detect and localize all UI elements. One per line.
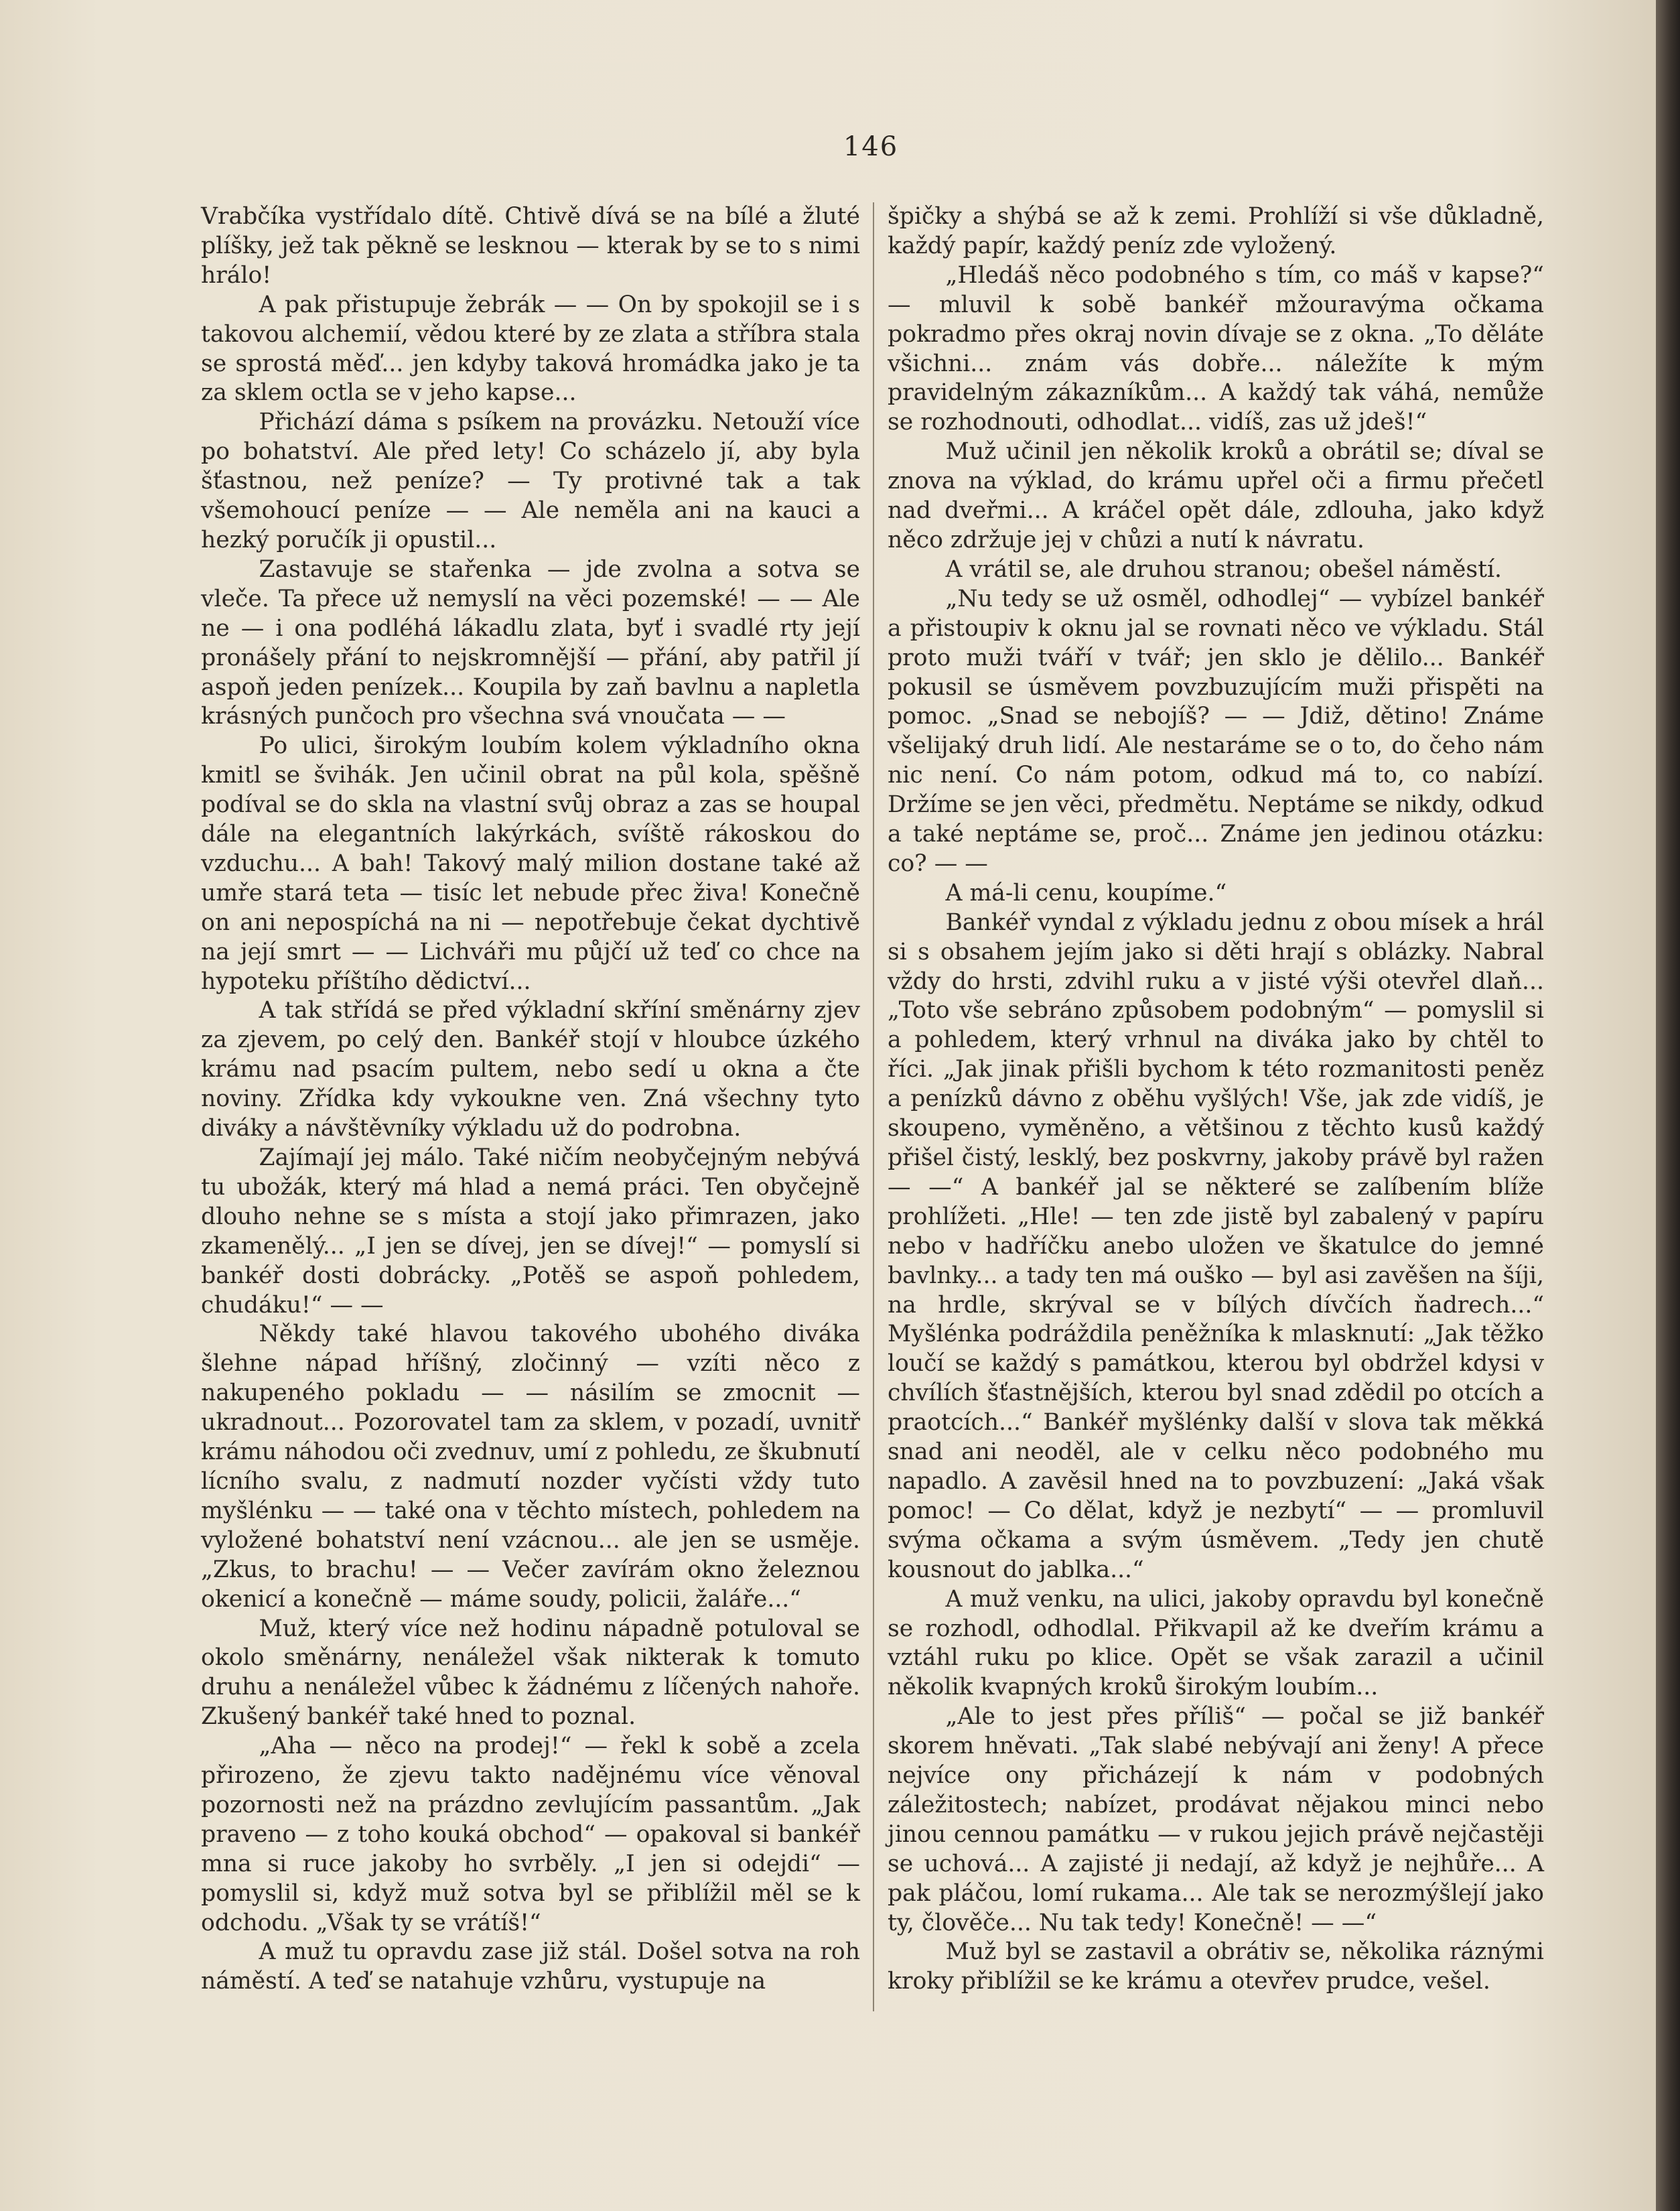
column-divider <box>873 202 874 2011</box>
paragraph: A vrátil se, ale druhou stranou; obešel náměstí. <box>945 555 1502 583</box>
paragraph: Po ulici, širokým loubím kolem výkladního okna kmitl se švihák. Jen učinil obrat na půl kola, spěšně podíval se do skla na vlastní svůj obraz a zas se houpal dále na elegantních lakýrkách, svíště rákoskou do vzduchu... A bah! Takový malý milion dostane také až umře stará teta — tisíc let nebude přec živa! Konečně on ani nepospíchá na ni — nepotřebuje čekat dychtivě na její smrt — — Lichváři mu půjčí už teď co chce na hypoteku příštího dědictví... <box>201 732 860 995</box>
paragraph: Vrabčíka vystřídalo dítě. Chtivě dívá se na bílé a žluté plíšky, jež tak pěkně se lesknou — kterak by se to s nimi hrálo! <box>201 203 860 289</box>
left-column <box>201 202 860 1997</box>
right-column <box>888 202 1544 1997</box>
paragraph: A muž tu opravdu zase již stál. Došel sotva na roh náměstí. A teď se natahuje vzhůru, vystupuje na <box>201 1938 860 1995</box>
paragraph: „Aha — něco na prodej!“ — řekl k sobě a zcela přirozeno, že zjevu takto nadějnému více věnoval pozornosti než na prázdno zevlujícím passantům. „Jak praveno — z toho kouká obchod“ — opakoval si bankéř mna si ruce jakoby ho svrběly. „I jen si odejdi“ — pomyslil si, když muž sotva byl se přiblížil měl se k odchodu. „Však ty se vrátíš!“ <box>201 1733 860 1936</box>
paragraph: Přichází dáma s psíkem na provázku. Netouží více po bohatství. Ale před lety! Co scházelo jí, aby byla šťastnou, než peníze? — Ty protivné tak a tak všemohoucí peníze — — Ale neměla ani na kauci a hezký poručík ji opustil... <box>201 409 860 553</box>
paragraph: „Hledáš něco podobného s tím, co máš v kapse?“ — mluvil k sobě bankéř mžouravýma očkama pokradmo přes okraj novin dívaje se z okna. „To děláte všichni... znám vás dobře... náležíte k mým pravidelným zákazníkům... A každý tak váhá, nemůže se rozhodnouti, odhodlat... vidíš, zas už jdeš!“ <box>888 261 1544 436</box>
paragraph: Muž byl se zastavil a obrátiv se, několika ráznými kroky přiblížil se ke krámu a otevřev prudce, vešel. <box>888 1938 1544 1995</box>
paragraph: „Ale to jest přes příliš“ — počal se již bankéř skorem hněvati. „Tak slabé nebývají ani ženy! A přece nejvíce ony přicházejí k nám v podobných záležitostech; nabízet, prodávat nějakou minci nebo jinou cennou památku — v rukou jejich právě nejčastěji se uchová... A zajisté ji nedají, až když je nejhůře... A pak pláčou, lomí rukama... Ale tak se nerozmýšlejí jako ty, člověče... Nu tak tedy! Konečně! — —“ <box>888 1703 1544 1936</box>
paragraph: „Nu tedy se už osměl, odhodlej“ — vybízel bankéř a přistoupiv k oknu jal se rovnati něco ve výkladu. Stál proto muži tváří v tvář; jen sklo je dělilo... Bankéř pokusil se úsměvem povzbuzujícím muži přispěti na pomoc. „Snad se nebojíš? — — Jdiž, dětino! Známe všelijaký druh lidí. Ale nestaráme se o to, do čeho nám nic není. Co nám potom, odkud má to, co nabízí. Držíme se jen věci, předmětu. Neptáme se nikdy, odkud a také neptáme se, proč... Známe jen jedinou otázku: co? — — <box>888 585 1544 877</box>
paragraph: Někdy také hlavou takového ubohého diváka šlehne nápad hříšný, zločinný — vzíti něco z nakupeného pokladu — — násilím se zmocnit — ukradnout... Pozorovatel tam za sklem, v pozadí, uvnitř krámu náhodou oči zvednuv, umí z pohledu, ze škubnutí lícního svalu, z nadmutí nozder vyčísti vždy tuto myšlénku — — také ona v těchto místech, pohledem na vyložené bohatství není vzácnou... ale jen se usměje. „Zkus, to brachu! — — Večer zavírám okno železnou okenicí a konečně — máme soudy, policii, žaláře...“ <box>201 1321 860 1613</box>
book-spine-edge <box>1656 0 1680 2211</box>
paragraph: Zastavuje se stařenka — jde zvolna a sotva se vleče. Ta přece už nemyslí na věci pozemské! — — Ale ne — i ona podléhá lákadlu zlata, byť i svadlé rty její pronášely přání to nejskromnější — přání, aby patřil jí aspoň jeden penízek... Koupila by zaň bavlnu a napletla krásných punčoch pro všechna svá vnoučata — — <box>201 555 860 730</box>
paragraph: Muž učinil jen několik kroků a obrátil se; díval se znova na výklad, do krámu upřel oči a firmu přečetl nad dveřmi... A kráčel opět dále, zdlouha, jako když něco zdržuje jej v chůzi a nutí k návratu. <box>888 438 1544 553</box>
paragraph: Zajímají jej málo. Také ničím neobyčejným nebývá tu ubožák, který má hlad a nemá práci. Ten obyčejně dlouho nehne se s místa a stojí jako přimrazen, jako zkamenělý... „I jen se dívej, jen se dívej!“ — pomyslí si bankéř dosti dobrácky. „Potěš se aspoň pohledem, chudáku!“ — — <box>201 1144 860 1319</box>
paragraph: A muž venku, na ulici, jakoby opravdu byl konečně se rozhodl, odhodlal. Přikvapil až ke dveřím krámu a vztáhl ruku po klice. Opět se však zarazil a učinil několik kvapných kroků širokým loubím... <box>888 1585 1544 1701</box>
paragraph: Muž, který více než hodinu nápadně potuloval se okolo směnárny, nenáležel však nikterak k tomuto druhu a nenáležel vůbec k žádnému z líčených nahoře. Zkušený bankéř také hned to poznal. <box>201 1615 860 1731</box>
paragraph: A má-li cenu, koupíme.“ <box>945 879 1227 907</box>
paragraph: A pak přistupuje žebrák — — On by spokojil se i s takovou alchemií, vědou které by ze zlata a stříbra stala se sprostá měď... jen kdyby taková hromádka jako je ta za sklem octla se v jeho kapse... <box>201 291 860 407</box>
page-number: 146 <box>843 131 899 162</box>
paragraph: A tak střídá se před výkladní skříní směnárny zjev za zjevem, po celý den. Bankéř stojí v hloubce úzkého krámu nad psacím pultem, nebo sedí u okna a čte noviny. Zřídka kdy vykoukne ven. Zná všechny tyto diváky a návštěvníky výkladu už do podrobna. <box>201 997 860 1142</box>
paragraph: Bankéř vyndal z výkladu jednu z obou mísek a hrál si s obsahem jejím jako si děti hrají s oblázky. Nabral vždy do hrsti, zdvihl ruku a v jisté výši otevřel dlaň... „Toto vše sebráno způsobem podobným“ — pomyslil si a pohledem, který vrhnul na diváka jako by chtěl to říci. „Jak jinak přišli bychom k této rozmanitosti peněz a penízků dávno z oběhu vyšlých! Vše, jak zde vidíš, je skoupeno, vyměněno, a většinou z těchto kusů každý přišel čistý, lesklý, bez poskvrny, jakoby právě byl ražen — —“ A bankéř jal se některé se zalíbením blíže prohlížeti. „Hle! — ten zde jistě byl zabalený v papíru nebo v hadříčku anebo uložen ve škatulce do jemné bavlnky... a tady ten má ouško — byl asi zavěšen na šíji, na hrdle, skrýval se v bílých dívčích ňadrech...“ Myšlénka podráždila peněžníka k mlasknutí: „Jak těžko loučí se každý s památkou, kterou byl obdržel kdysi v chvílích šťastnějších, kterou byl snad zdědil po otcích a praotcích...“ Bankéř myšlénky další v slova tak měkká snad ani neoděl, ale v celku něco podobného mu napadlo. A zavěsil hned na to povzbuzení: „Jaká však pomoc! — Co dělat, když je nezbytí“ — — promluvil svýma očkama a svým úsměvem. „Tedy jen chutě kousnout do jablka...“ <box>888 909 1544 1583</box>
paragraph: špičky a shýbá se až k zemi. Prohlíží si vše důkladně, každý papír, každý peníz zde vyložený. <box>888 203 1544 259</box>
